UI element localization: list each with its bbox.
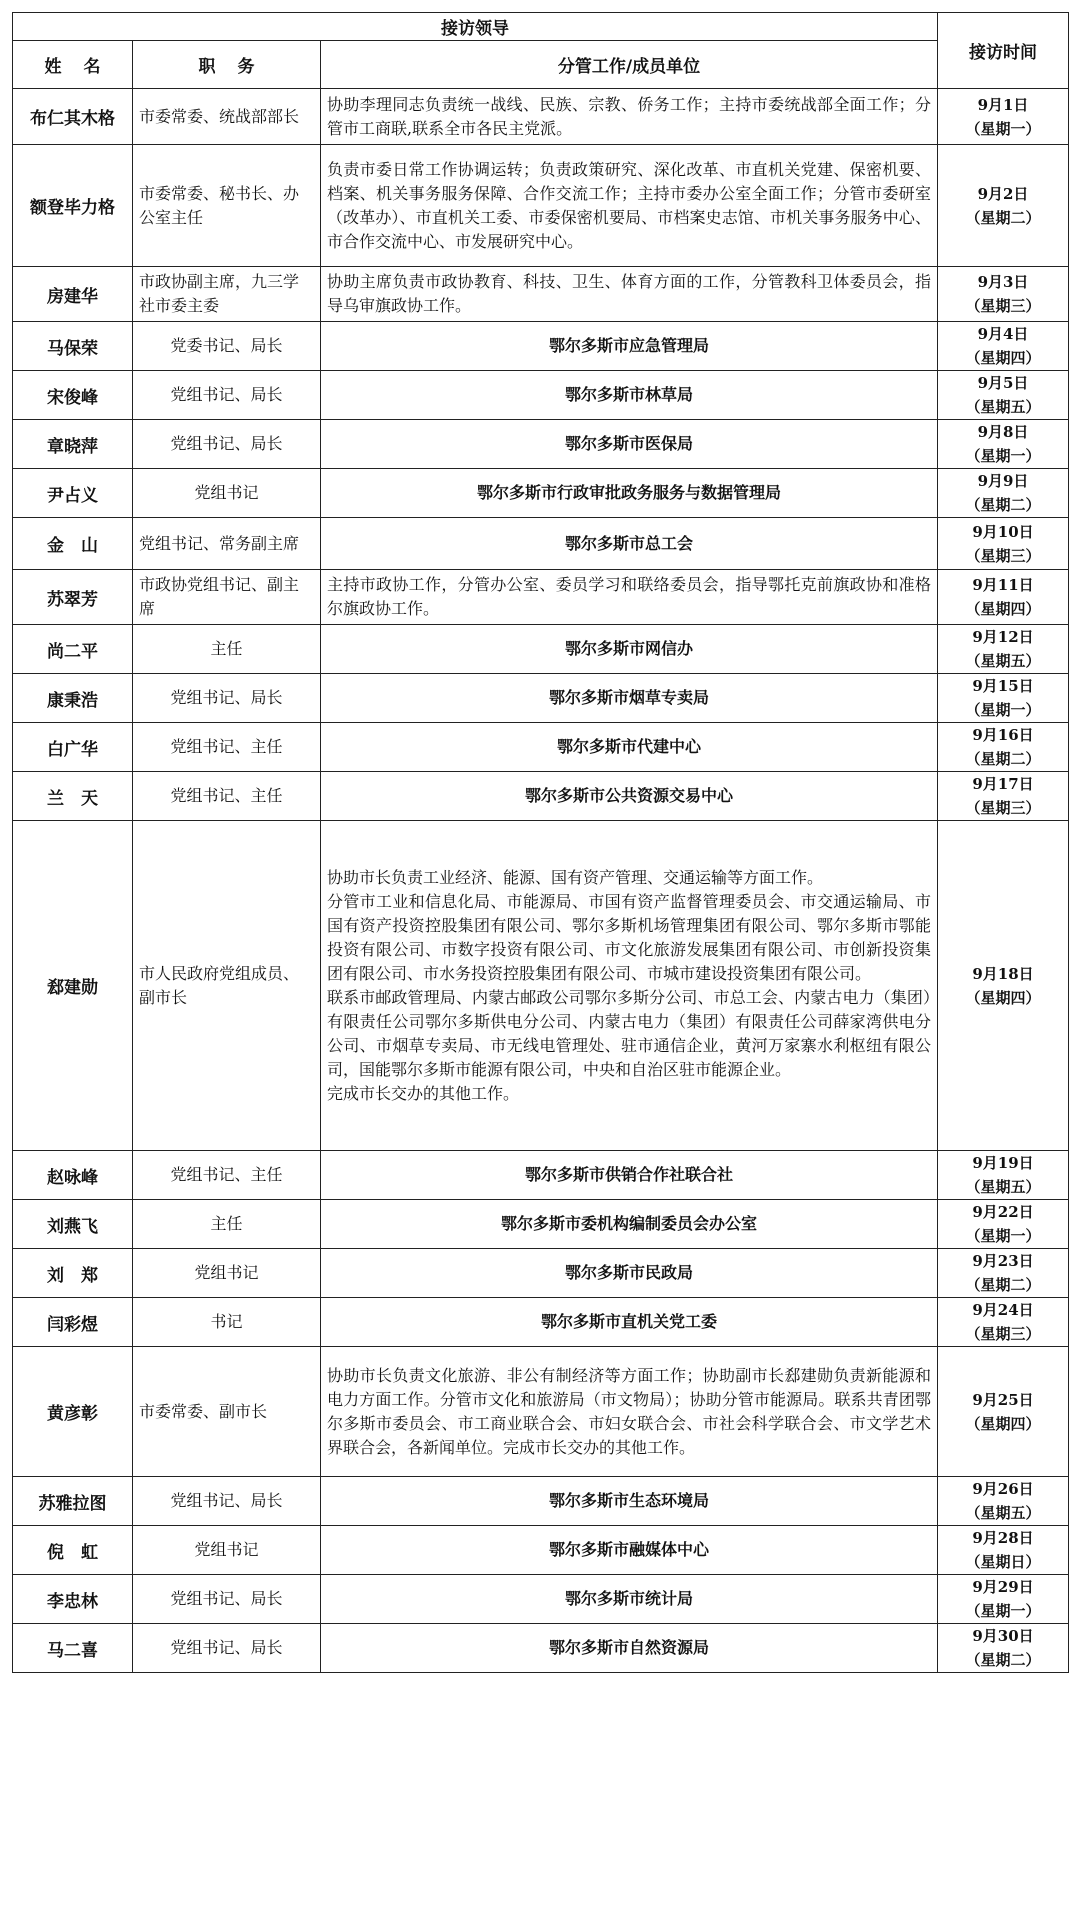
reception-weekday: （星期四） (965, 1414, 1041, 1433)
table-row (13, 625, 1069, 674)
leader-duty: 市政协党组书记、副主席 (133, 570, 321, 625)
leader-name: 章晓萍 (13, 420, 133, 469)
leader-name: 房建华 (13, 267, 133, 322)
reception-weekday: （星期五） (965, 1178, 1041, 1196)
leader-duty: 党组书记、主任 (133, 772, 321, 821)
reception-weekday: （星期四） (965, 349, 1041, 367)
reception-weekday: （星期二） (965, 750, 1041, 768)
reception-time (938, 89, 1069, 145)
leader-name: 苏翠芳 (13, 570, 133, 625)
reception-weekday: （星期二） (965, 1651, 1041, 1669)
reception-weekday: （星期四） (965, 600, 1041, 618)
table-row (13, 1477, 1069, 1526)
reception-weekday: （星期三） (965, 1325, 1041, 1343)
table-row (13, 89, 1069, 145)
leader-duty: 党组书记 (133, 1249, 321, 1298)
reception-date: 9月2日 (977, 184, 1029, 203)
reception-date: 9月24日 (972, 1301, 1034, 1319)
reception-time (938, 674, 1069, 723)
reception-date: 9月12日 (972, 628, 1034, 646)
reception-date: 9月25日 (972, 1390, 1034, 1409)
responsibility-cell: 鄂尔多斯市直机关党工委 (321, 1298, 938, 1347)
table-row (13, 1249, 1069, 1298)
responsibility-cell: 鄂尔多斯市行政审批政务服务与数据管理局 (321, 469, 938, 518)
responsibility-paragraph: 完成市长交办的其他工作。 (327, 1083, 520, 1103)
reception-time (938, 723, 1069, 772)
reception-time (938, 420, 1069, 469)
reception-time (938, 625, 1069, 674)
leader-name: 倪 虹 (13, 1526, 133, 1575)
table-row (13, 674, 1069, 723)
leader-duty: 市人民政府党组成员、副市长 (133, 821, 321, 1151)
reception-weekday: （星期五） (965, 1504, 1041, 1522)
reception-weekday: （星期五） (965, 398, 1041, 416)
reception-time (938, 570, 1069, 625)
leader-name: 布仁其木格 (13, 89, 133, 145)
responsibility-cell: 鄂尔多斯市民政局 (321, 1249, 938, 1298)
leader-name: 赵咏峰 (13, 1151, 133, 1200)
reception-time (938, 772, 1069, 821)
leader-name: 苏雅拉图 (13, 1477, 133, 1526)
reception-weekday: （星期一） (965, 119, 1041, 138)
reception-time (938, 1151, 1069, 1200)
leader-duty: 党组书记、主任 (133, 1151, 321, 1200)
reception-time (938, 1347, 1069, 1477)
leader-duty: 党组书记、局长 (133, 420, 321, 469)
leader-name: 李忠林 (13, 1575, 133, 1624)
responsibility-cell: 鄂尔多斯市公共资源交易中心 (321, 772, 938, 821)
reception-date: 9月26日 (972, 1480, 1034, 1498)
reception-weekday: （星期日） (965, 1553, 1041, 1571)
responsibility-cell: 鄂尔多斯市自然资源局 (321, 1624, 938, 1673)
leader-duty: 党组书记 (133, 1526, 321, 1575)
header-dept: 分管工作/成员单位 (321, 41, 938, 89)
leader-name: 马二喜 (13, 1624, 133, 1673)
table-row (13, 1151, 1069, 1200)
responsibility-cell: 鄂尔多斯市应急管理局 (321, 322, 938, 371)
reception-date: 9月19日 (972, 1154, 1034, 1172)
leader-name: 康秉浩 (13, 674, 133, 723)
reception-time (938, 1200, 1069, 1249)
leader-duty: 党组书记、局长 (133, 1477, 321, 1526)
leader-name: 闫彩煜 (13, 1298, 133, 1347)
reception-date: 9月8日 (977, 423, 1029, 441)
responsibility-paragraph: 联系市邮政管理局、内蒙古邮政公司鄂尔多斯分公司、市总工会、内蒙古电力（集团）有限责任公司鄂尔多斯供电分公司、内蒙古电力（集团）有限责任公司薛家湾供电分公司、市烟草专卖局、市无线电管理处、驻市通信企业，黄河万家寨水利枢纽有限公司，国能鄂尔多斯市能源有限公司，中央和自治区驻市能源企业。 (327, 987, 931, 1079)
reception-weekday: （星期二） (965, 1276, 1041, 1294)
reception-time (938, 1477, 1069, 1526)
reception-weekday: （星期三） (965, 799, 1041, 817)
table-row (13, 145, 1069, 267)
reception-time (938, 518, 1069, 570)
reception-weekday: （星期一） (965, 447, 1041, 465)
leader-name: 马保荣 (13, 322, 133, 371)
reception-time (938, 1575, 1069, 1624)
table-row (13, 371, 1069, 420)
header-time: 接访时间 (938, 13, 1069, 89)
reception-time (938, 1526, 1069, 1575)
table-row (13, 420, 1069, 469)
reception-weekday: （星期二） (965, 496, 1041, 514)
leader-duty: 市委常委、副市长 (133, 1347, 321, 1477)
reception-weekday: （星期三） (965, 297, 1041, 315)
responsibility-cell: 鄂尔多斯市网信办 (321, 625, 938, 674)
table-row (13, 1526, 1069, 1575)
responsibility-cell: 协助主席负责市政协教育、科技、卫生、体育方面的工作，分管教科卫体委员会，指导乌审旗政协工作。 (321, 267, 938, 322)
responsibility-cell: 鄂尔多斯市供销合作社联合社 (321, 1151, 938, 1200)
responsibility-cell: 主持市政协工作，分管办公室、委员学习和联络委员会，指导鄂托克前旗政协和准格尔旗政协工作。 (321, 570, 938, 625)
reception-weekday: （星期四） (965, 988, 1041, 1007)
responsibility-paragraph: 协助市长负责工业经济、能源、国有资产管理、交通运输等方面工作。 (327, 867, 824, 887)
reception-schedule-sheet (12, 12, 1069, 1673)
reception-date: 9月3日 (977, 273, 1029, 291)
reception-date: 9月5日 (977, 374, 1029, 392)
table-row (13, 723, 1069, 772)
leader-name: 金 山 (13, 518, 133, 570)
leader-duty: 党组书记、局长 (133, 1575, 321, 1624)
reception-weekday: （星期一） (965, 701, 1041, 719)
responsibility-cell: 负责市委日常工作协调运转；负责政策研究、深化改革、市直机关党建、保密机要、档案、机关事务服务保障、合作交流工作；主持市委办公室全面工作；分管市委研室（改革办）、市直机关工委、市委保密机要局、市档案史志馆、市机关事务服务中心、市合作交流中心、市发展研究中心。 (321, 145, 938, 267)
reception-date: 9月16日 (972, 726, 1034, 744)
responsibility-cell: 鄂尔多斯市统计局 (321, 1575, 938, 1624)
leader-duty: 书记 (133, 1298, 321, 1347)
leader-duty: 党组书记、主任 (133, 723, 321, 772)
table-row (13, 1575, 1069, 1624)
table-row (13, 267, 1069, 322)
reception-date: 9月30日 (972, 1627, 1034, 1645)
responsibility-cell: 鄂尔多斯市代建中心 (321, 723, 938, 772)
reception-time (938, 1249, 1069, 1298)
table-row (13, 570, 1069, 625)
leader-name: 郄建勋 (13, 821, 133, 1151)
responsibility-paragraph: 分管市工业和信息化局、市能源局、市国有资产监督管理委员会、市交通运输局、市国有资产投资控股集团有限公司、鄂尔多斯机场管理集团有限公司、鄂尔多斯市鄂能投资有限公司、市数字投资有限公司、市文化旅游发展集团有限公司、市创新投资集团有限公司、市水务投资控股集团有限公司、市城市建设投资集团有限公司。 (327, 891, 931, 983)
table-row (13, 772, 1069, 821)
reception-date: 9月9日 (977, 472, 1029, 490)
reception-time (938, 1298, 1069, 1347)
leader-duty: 党组书记 (133, 469, 321, 518)
reception-date: 9月22日 (972, 1203, 1034, 1221)
leader-name: 兰 天 (13, 772, 133, 821)
reception-weekday: （星期一） (965, 1602, 1041, 1620)
table-row (13, 1347, 1069, 1477)
reception-date: 9月1日 (977, 95, 1029, 114)
responsibility-cell: 协助李理同志负责统一战线、民族、宗教、侨务工作；主持市委统战部全面工作；分管市工商联,联系全市各民主党派。 (321, 89, 938, 145)
leader-duty: 党组书记、局长 (133, 1624, 321, 1673)
table-row (13, 518, 1069, 570)
reception-date: 9月28日 (972, 1529, 1034, 1547)
reception-date: 9月11日 (972, 576, 1034, 594)
reception-weekday: （星期二） (965, 208, 1041, 227)
table-row (13, 1624, 1069, 1673)
reception-weekday: （星期一） (965, 1227, 1041, 1245)
leader-duty: 党组书记、局长 (133, 371, 321, 420)
leader-name: 刘 郑 (13, 1249, 133, 1298)
reception-weekday: （星期三） (965, 546, 1041, 565)
reception-time (938, 821, 1069, 1151)
reception-date: 9月15日 (972, 677, 1034, 695)
leader-duty: 主任 (133, 1200, 321, 1249)
reception-date: 9月17日 (972, 775, 1034, 793)
responsibility-cell: 鄂尔多斯市融媒体中心 (321, 1526, 938, 1575)
reception-date: 9月29日 (972, 1578, 1034, 1596)
leader-name: 宋俊峰 (13, 371, 133, 420)
reception-time (938, 469, 1069, 518)
leader-name: 白广华 (13, 723, 133, 772)
table-row (13, 1298, 1069, 1347)
leader-name: 额登毕力格 (13, 145, 133, 267)
reception-time (938, 371, 1069, 420)
reception-date: 9月18日 (972, 964, 1034, 983)
leader-duty: 党组书记、局长 (133, 674, 321, 723)
reception-time (938, 267, 1069, 322)
leader-duty: 党委书记、局长 (133, 322, 321, 371)
leader-duty: 市政协副主席，九三学社市委主委 (133, 267, 321, 322)
reception-date: 9月4日 (977, 325, 1029, 343)
reception-date: 9月10日 (972, 522, 1034, 541)
reception-date: 9月23日 (972, 1252, 1034, 1270)
leader-duty: 市委常委、秘书长、办公室主任 (133, 145, 321, 267)
responsibility-cell: 鄂尔多斯市林草局 (321, 371, 938, 420)
table-row (13, 322, 1069, 371)
responsibility-cell: 鄂尔多斯市医保局 (321, 420, 938, 469)
leader-duty: 党组书记、常务副主席 (133, 518, 321, 570)
header-name: 姓名 (13, 41, 133, 89)
responsibility-cell: 鄂尔多斯市委机构编制委员会办公室 (321, 1200, 938, 1249)
table-row (13, 1200, 1069, 1249)
reception-time (938, 1624, 1069, 1673)
reception-weekday: （星期五） (965, 652, 1041, 670)
responsibility-cell: 鄂尔多斯市烟草专卖局 (321, 674, 938, 723)
table-row (13, 469, 1069, 518)
responsibility-cell: 协助市长负责文化旅游、非公有制经济等方面工作；协助副市长郄建勋负责新能源和电力方面工作。分管市文化和旅游局（市文物局）；协助分管市能源局。联系共青团鄂尔多斯市委员会、市工商业联合会、市妇女联合会、市社会科学联合会、市文学艺术界联合会，各新闻单位。完成市长交办的其他工作。 (321, 1347, 938, 1477)
schedule-rows (13, 89, 1069, 1673)
reception-time (938, 145, 1069, 267)
leader-name: 尚二平 (13, 625, 133, 674)
leader-name: 刘燕飞 (13, 1200, 133, 1249)
leader-duty: 主任 (133, 625, 321, 674)
responsibility-cell: 鄂尔多斯市总工会 (321, 518, 938, 570)
leader-duty: 市委常委、统战部部长 (133, 89, 321, 145)
reception-time (938, 322, 1069, 371)
responsibility-cell: 鄂尔多斯市生态环境局 (321, 1477, 938, 1526)
table-row (13, 821, 1069, 1151)
leader-name: 黄彦彰 (13, 1347, 133, 1477)
header-leader: 接访领导 (13, 13, 938, 41)
header-duty: 职务 (133, 41, 321, 89)
leader-name: 尹占义 (13, 469, 133, 518)
responsibility-cell (321, 821, 938, 1151)
reception-schedule-table (12, 12, 1069, 1673)
